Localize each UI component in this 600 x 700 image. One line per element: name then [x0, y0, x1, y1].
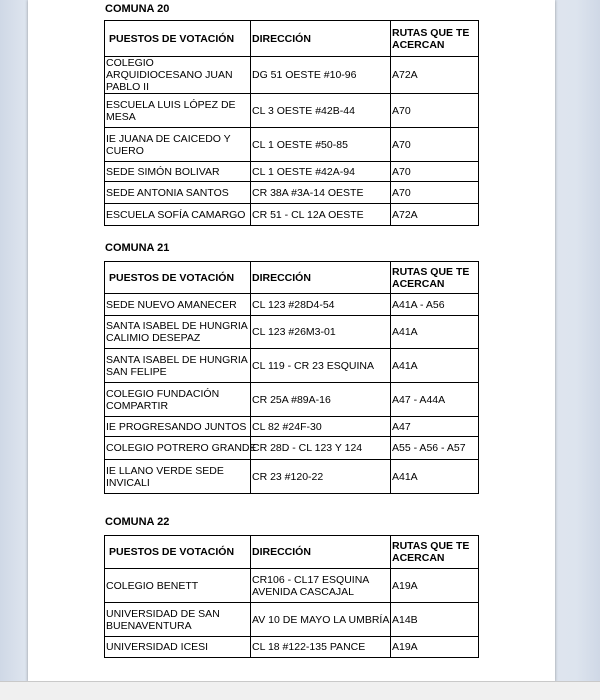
cell-puesto: COLEGIO FUNDACIÓN COMPARTIR: [105, 383, 251, 417]
header-rutas: RUTAS QUE TE ACERCAN: [391, 536, 479, 569]
cell-rutas: A41A: [391, 349, 479, 383]
cell-rutas: A70: [391, 162, 479, 182]
cell-direccion: CL 123 #28D4-54: [251, 294, 391, 316]
header-puesto: PUESTOS DE VOTACIÓN: [105, 21, 251, 57]
table-row: [105, 316, 479, 349]
cell-direccion: CL 3 OESTE #42B-44: [251, 94, 391, 128]
cell-direccion: CR 51 - CL 12A OESTE: [251, 204, 391, 226]
table-row: [105, 128, 479, 162]
comuna-heading: COMUNA 22: [105, 516, 170, 528]
cell-rutas: A72A: [391, 57, 479, 94]
cell-direccion: CR 28D - CL 123 Y 124: [251, 437, 391, 460]
table-row: [105, 94, 479, 128]
comuna-table: [104, 261, 479, 494]
cell-direccion: CR 23 #120-22: [251, 460, 391, 494]
cell-direccion: CL 18 #122-135 PANCE: [251, 637, 391, 658]
table-row: [105, 637, 479, 658]
cell-puesto: SANTA ISABEL DE HUNGRIA CALIMIO DESEPAZ: [105, 316, 251, 349]
cell-puesto: UNIVERSIDAD DE SAN BUENAVENTURA: [105, 603, 251, 637]
cell-direccion: DG 51 OESTE #10-96: [251, 57, 391, 94]
cell-rutas: A41A: [391, 460, 479, 494]
comuna-heading: COMUNA 21: [105, 242, 170, 254]
cell-rutas: A41A: [391, 316, 479, 349]
cell-direccion: CR 25A #89A-16: [251, 383, 391, 417]
header-rutas: RUTAS QUE TE ACERCAN: [391, 21, 479, 57]
table-row: [105, 417, 479, 437]
cell-rutas: A72A: [391, 204, 479, 226]
cell-direccion: CL 1 OESTE #50-85: [251, 128, 391, 162]
cell-direccion: CL 123 #26M3-01: [251, 316, 391, 349]
cell-puesto: SEDE NUEVO AMANECER: [105, 294, 251, 316]
cell-puesto: IE JUANA DE CAICEDO Y CUERO: [105, 128, 251, 162]
cell-puesto: COLEGIO POTRERO GRANDE: [105, 437, 251, 460]
table-row: [105, 603, 479, 637]
table-row: [105, 437, 479, 460]
header-puesto: PUESTOS DE VOTACIÓN: [105, 262, 251, 294]
table-row: [105, 162, 479, 182]
cell-puesto: SEDE SIMÓN BOLIVAR: [105, 162, 251, 182]
cell-direccion: CR106 - CL17 ESQUINA AVENIDA CASCAJAL: [251, 569, 391, 603]
cell-puesto: SEDE ANTONIA SANTOS: [105, 182, 251, 204]
header-direccion: DIRECCIÓN: [251, 262, 391, 294]
cell-direccion: CL 1 OESTE #42A-94: [251, 162, 391, 182]
cell-rutas: A19A: [391, 637, 479, 658]
cell-direccion: CL 82 #24F-30: [251, 417, 391, 437]
table-row: [105, 57, 479, 94]
cell-rutas: A47: [391, 417, 479, 437]
cell-direccion: CR 38A #3A-14 OESTE: [251, 182, 391, 204]
header-direccion: DIRECCIÓN: [251, 21, 391, 57]
table-row: [105, 204, 479, 226]
table-row: [105, 383, 479, 417]
cell-rutas: A14B: [391, 603, 479, 637]
table-header-row: [105, 262, 479, 294]
header-puesto: PUESTOS DE VOTACIÓN: [105, 536, 251, 569]
cell-rutas: A55 - A56 - A57: [391, 437, 479, 460]
cell-rutas: A70: [391, 128, 479, 162]
header-rutas: RUTAS QUE TE ACERCAN: [391, 262, 479, 294]
table-row: [105, 460, 479, 494]
cell-rutas: A47 - A44A: [391, 383, 479, 417]
cell-rutas: A41A - A56: [391, 294, 479, 316]
cell-puesto: COLEGIO ARQUIDIOCESANO JUAN PABLO II: [105, 57, 251, 94]
cell-puesto: IE LLANO VERDE SEDE INVICALI: [105, 460, 251, 494]
comuna-table: [104, 20, 479, 226]
cell-rutas: A70: [391, 94, 479, 128]
comuna-heading: COMUNA 20: [105, 3, 170, 15]
table-header-row: [105, 21, 479, 57]
table-row: [105, 349, 479, 383]
cell-puesto: ESCUELA LUIS LÓPEZ DE MESA: [105, 94, 251, 128]
viewer-status-bar: [0, 681, 600, 700]
cell-puesto: SANTA ISABEL DE HUNGRIA SAN FELIPE: [105, 349, 251, 383]
cell-puesto: UNIVERSIDAD ICESI: [105, 637, 251, 658]
table-row: [105, 569, 479, 603]
cell-direccion: AV 10 DE MAYO LA UMBRÍA: [251, 603, 391, 637]
cell-puesto: IE PROGRESANDO JUNTOS: [105, 417, 251, 437]
cell-rutas: A19A: [391, 569, 479, 603]
cell-puesto: ESCUELA SOFÍA CAMARGO: [105, 204, 251, 226]
comuna-table: [104, 535, 479, 658]
table-header-row: [105, 536, 479, 569]
header-direccion: DIRECCIÓN: [251, 536, 391, 569]
table-row: [105, 182, 479, 204]
cell-puesto: COLEGIO BENETT: [105, 569, 251, 603]
cell-rutas: A70: [391, 182, 479, 204]
table-row: [105, 294, 479, 316]
cell-direccion: CL 119 - CR 23 ESQUINA: [251, 349, 391, 383]
